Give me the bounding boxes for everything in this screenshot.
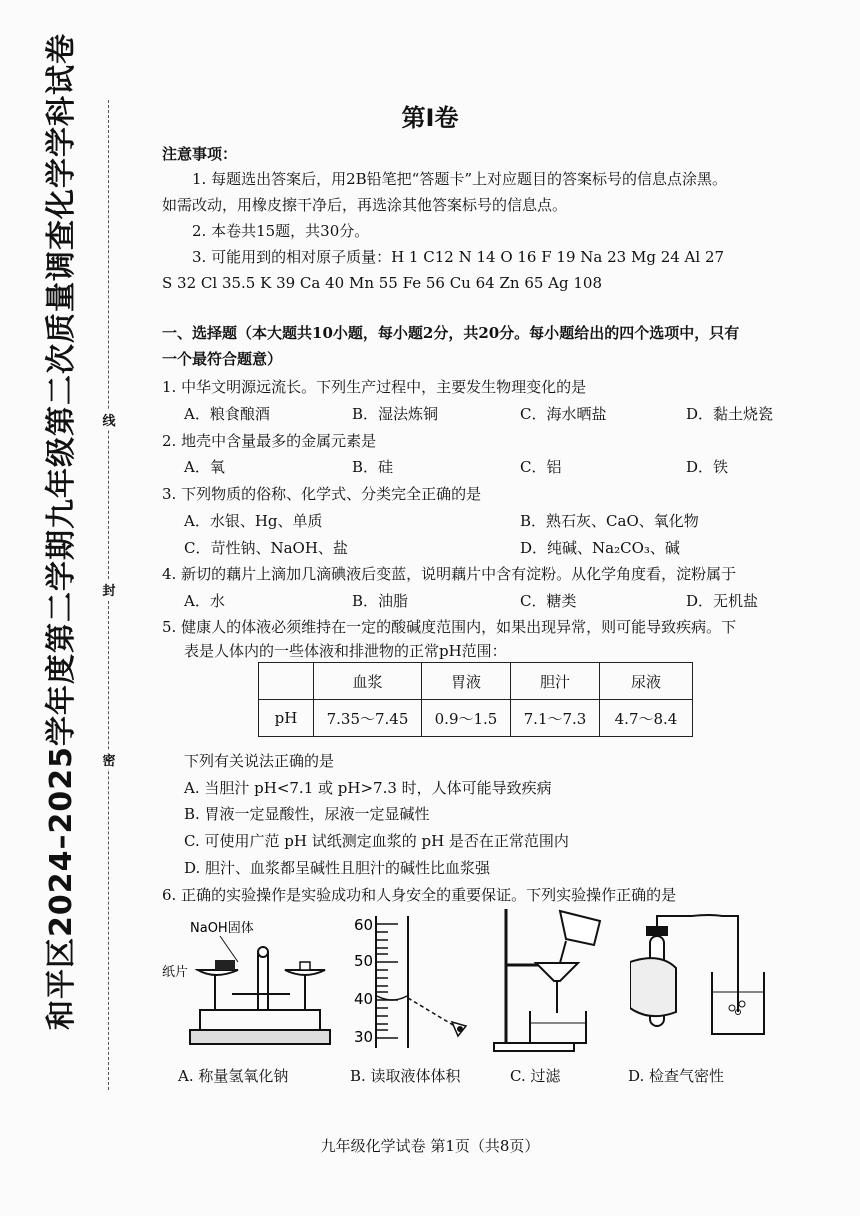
cylinder-tick-30: 30	[354, 1028, 374, 1046]
cut-mark-feng: 封	[101, 580, 117, 599]
question-3-option-d: D．纯碱、Na₂CO₃、碱	[520, 539, 680, 557]
question-1-stem: 1. 中华文明源远流长。下列生产过程中，主要发生物理变化的是	[162, 378, 587, 396]
table-header-cell: 尿液	[600, 663, 693, 700]
side-exam-title: 和平区2024–2025学年度第二学期九年级第二次质量调查化学学科试卷	[44, 33, 79, 1030]
table-header-cell	[259, 663, 314, 700]
section-heading-line2: 一个最符合题意）	[162, 350, 283, 368]
question-1-option-c: C．海水晒盐	[520, 405, 607, 423]
question-2-option-d: D．铁	[686, 458, 729, 476]
question-5-option-a: A. 当胆汁 pH<7.1 或 pH>7.3 时，人体可能导致疾病	[184, 779, 552, 797]
table-cell: 7.1～7.3	[511, 700, 600, 737]
question-1-option-d: D．黏土烧瓷	[686, 405, 774, 423]
question-3-option-a: A．水银、Hg、单质	[184, 512, 323, 530]
figure-balance-weighing	[160, 912, 340, 1052]
table-cell: 7.35～7.45	[314, 700, 422, 737]
notice-item3-line2: S 32 Cl 35.5 K 39 Ca 40 Mn 55 Fe 56 Cu 64 Zn 65 Ag 108	[162, 274, 603, 292]
section-heading-line1: 一、选择题（本大题共10小题，每小题2分，共20分。每小题给出的四个选项中，只有	[162, 324, 740, 342]
question-5-stem-line2: 表是人体内的一些体液和排泄物的正常pH范围：	[184, 642, 507, 660]
question-5-option-b: B. 胃液一定显酸性，尿液一定显碱性	[184, 805, 430, 823]
cylinder-tick-40: 40	[354, 990, 374, 1008]
question-2-option-a: A．氧	[184, 458, 225, 476]
notice-item1-line1: 1. 每题选出答案后，用2B铅笔把“答题卡”上对应题目的答案标号的信息点涂黑。	[192, 170, 727, 188]
cylinder-tick-60: 60	[354, 916, 374, 934]
question-4-stem: 4. 新切的藕片上滴加几滴碘液后变蓝，说明藕片中含有淀粉。从化学角度看，淀粉属于	[162, 565, 737, 583]
question-4-option-d: D．无机盐	[686, 592, 759, 610]
table-cell: 0.9～1.5	[422, 700, 511, 737]
figure-graduated-cylinder	[340, 912, 490, 1052]
question-1-option-b: B．湿法炼铜	[352, 405, 439, 423]
table-header-cell: 血浆	[314, 663, 422, 700]
notice-item1-line2: 如需改动，用橡皮擦干净后，再选涂其他答案标号的信息点。	[162, 196, 568, 214]
question-3-option-c: C．苛性钠、NaOH、盐	[184, 539, 348, 557]
question-5-stem-line1: 5. 健康人的体液必须维持在一定的酸碱度范围内，如果出现异常，则可能导致疾病。下	[162, 618, 737, 636]
figure-label-naoh: NaOH固体	[190, 921, 254, 936]
question-6-option-b: B. 读取液体体积	[350, 1067, 461, 1085]
question-6-stem: 6. 正确的实验操作是实验成功和人身安全的重要保证。下列实验操作正确的是	[162, 886, 677, 904]
question-2-stem: 2. 地壳中含量最多的金属元素是	[162, 432, 377, 450]
question-5-option-c: C. 可使用广范 pH 试纸测定血浆的 pH 是否在正常范围内	[184, 832, 569, 850]
page-title: 第Ⅰ卷	[401, 104, 459, 132]
question-4-option-c: C．糖类	[520, 592, 577, 610]
table-header-cell: 胆汁	[511, 663, 600, 700]
question-6-option-c: C. 过滤	[510, 1067, 561, 1085]
figure-filtration	[490, 905, 630, 1055]
figure-label-paper: 纸片	[162, 965, 189, 980]
cut-mark-xian: 线	[101, 410, 117, 429]
notice-heading: 注意事项：	[162, 145, 238, 163]
table-row	[259, 700, 693, 737]
question-1-option-a: A．粮食酿酒	[184, 405, 270, 423]
question-6-option-d: D. 检查气密性	[628, 1067, 725, 1085]
notice-item2: 2. 本卷共15题，共30分。	[192, 222, 370, 240]
table-cell: 4.7～8.4	[600, 700, 693, 737]
cut-mark-mi: 密	[101, 750, 117, 769]
ph-range-table	[258, 662, 693, 737]
question-2-option-b: B．硅	[352, 458, 394, 476]
question-5-lead: 下列有关说法正确的是	[184, 752, 335, 770]
question-4-option-a: A．水	[184, 592, 225, 610]
question-6-option-a: A. 称量氢氧化钠	[178, 1067, 289, 1085]
question-3-stem: 3. 下列物质的俗称、化学式、分类完全正确的是	[162, 485, 482, 503]
table-cell: pH	[259, 700, 314, 737]
cylinder-tick-50: 50	[354, 952, 374, 970]
notice-item3-line1: 3. 可能用到的相对原子质量：H 1 C12 N 14 O 16 F 19 Na 23 Mg 24 Al 27	[192, 248, 725, 266]
question-4-option-b: B．油脂	[352, 592, 409, 610]
table-header-row	[259, 663, 693, 700]
page-footer: 九年级化学试卷 第1页（共8页）	[320, 1137, 540, 1155]
question-3-option-b: B．熟石灰、CaO、氧化物	[520, 512, 699, 530]
figure-airtightness-check	[630, 912, 780, 1052]
table-header-cell: 胃液	[422, 663, 511, 700]
question-5-option-d: D. 胆汁、血浆都呈碱性且胆汁的碱性比血浆强	[184, 859, 491, 877]
question-2-option-c: C．铝	[520, 458, 562, 476]
